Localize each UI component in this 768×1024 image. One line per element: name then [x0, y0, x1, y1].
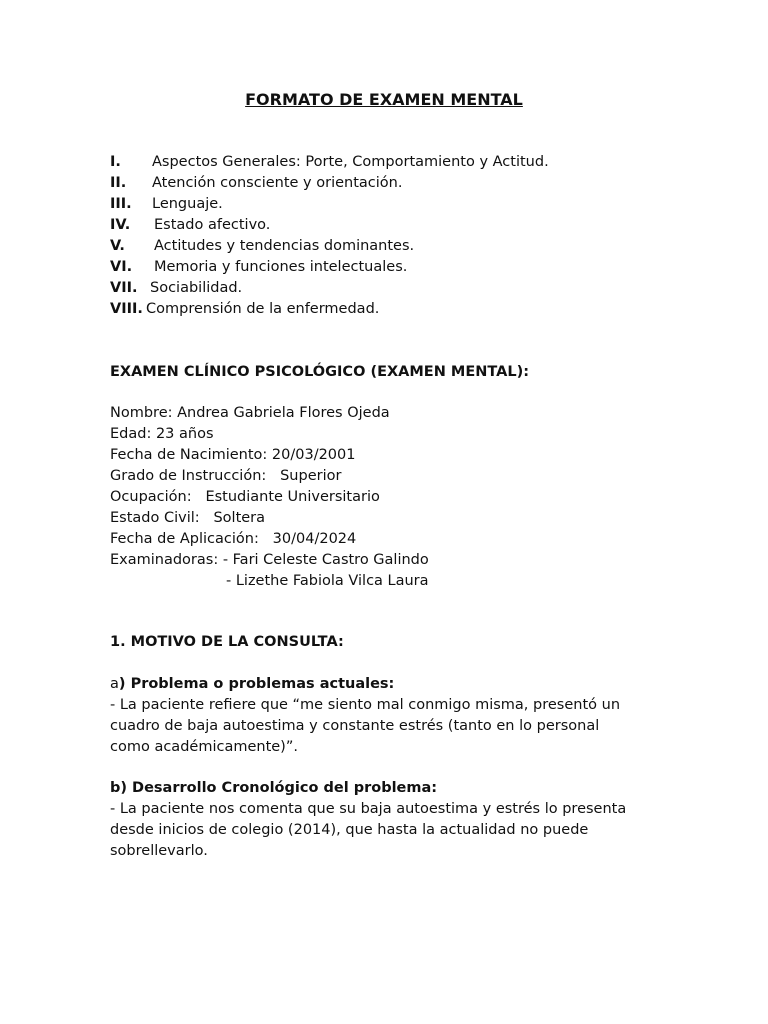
examiners: Examinadoras: - Fari Celeste Castro Galindo: [110, 552, 429, 568]
section1-b-line: desde inicios de colegio (2014), que hasta la actualidad no puede: [110, 822, 589, 838]
section1-a-line: como académicamente)”.: [110, 739, 298, 755]
examiners-second: - Lizethe Fabiola Vilca Laura: [226, 573, 429, 589]
outline-numeral: I.: [110, 154, 121, 170]
patient-name: Nombre: Andrea Gabriela Flores Ojeda: [110, 405, 390, 421]
outline-numeral: II.: [110, 175, 127, 191]
outline-item: Memoria y funciones intelectuales.: [154, 259, 408, 275]
section1-a-heading: [110, 674, 394, 695]
outline-item: Sociabilidad.: [150, 280, 243, 296]
outline-item: Aspectos Generales: Porte, Comportamiento y Actitud.: [152, 154, 549, 170]
section1-a-line: - La paciente refiere que “me siento mal conmigo misma, presentó un: [110, 697, 621, 713]
outline-numeral: VIII.: [110, 301, 143, 317]
outline-numeral: IV.: [110, 217, 131, 233]
section1-a-prefix: a: [110, 676, 119, 692]
section1-a-line: cuadro de baja autoestima y constante estrés (tanto en lo personal: [110, 718, 600, 734]
section1-a-title: ) Problema o problemas actuales:: [118, 676, 395, 692]
outline-item: Estado afectivo.: [154, 217, 271, 233]
outline-numeral: VII.: [110, 280, 138, 296]
outline-item: Atención consciente y orientación.: [152, 175, 403, 191]
outline-numeral: III.: [110, 196, 132, 212]
section1-b-line: - La paciente nos comenta que su baja autoestima y estrés lo presenta: [110, 801, 627, 817]
patient-education: Grado de Instrucción: Superior: [110, 468, 342, 484]
patient-occupation: Ocupación: Estudiante Universitario: [110, 489, 380, 505]
outline-numeral: VI.: [110, 259, 133, 275]
outline-numeral: V.: [110, 238, 125, 254]
section1-b-line: sobrellevarlo.: [110, 843, 208, 859]
patient-marital-status: Estado Civil: Soltera: [110, 510, 266, 526]
application-date: Fecha de Aplicación: 30/04/2024: [110, 531, 357, 547]
section1-b-heading: b) Desarrollo Cronológico del problema:: [110, 780, 438, 796]
section1-heading: 1. MOTIVO DE LA CONSULTA:: [110, 634, 344, 650]
document-title: FORMATO DE EXAMEN MENTAL: [245, 90, 523, 109]
outline-item: Comprensión de la enfermedad.: [146, 301, 380, 317]
outline-item: Actitudes y tendencias dominantes.: [154, 238, 415, 254]
patient-birthdate: Fecha de Nacimiento: 20/03/2001: [110, 447, 356, 463]
exam-heading: EXAMEN CLÍNICO PSICOLÓGICO (EXAMEN MENTAL):: [110, 364, 530, 380]
outline-item: Lenguaje.: [152, 196, 223, 212]
patient-age: Edad: 23 años: [110, 426, 214, 442]
